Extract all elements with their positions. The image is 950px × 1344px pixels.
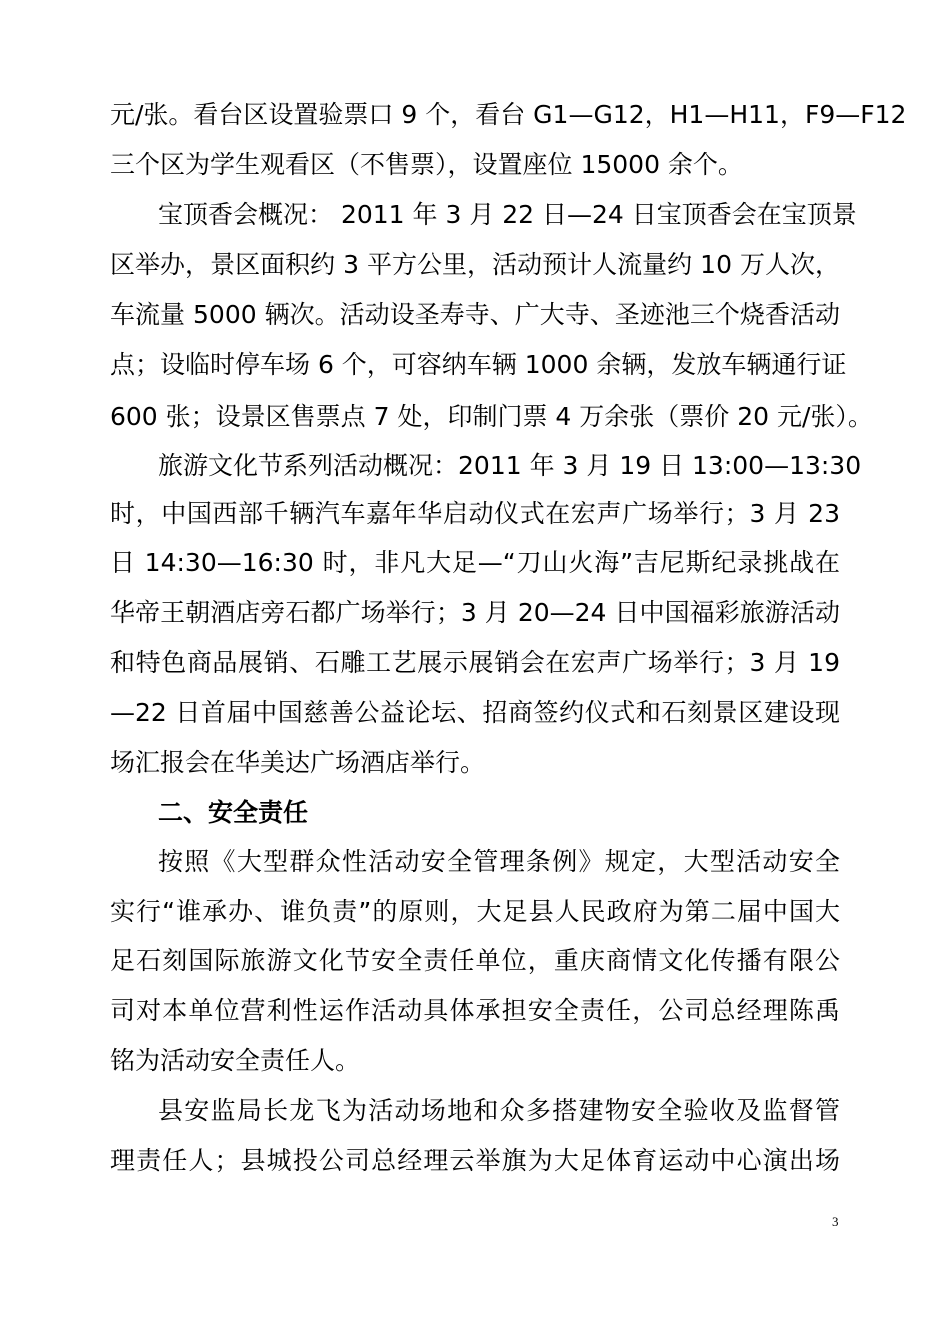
- paragraph-line: 按照《大型群众性活动安全管理条例》规定，大型活动安全: [158, 847, 840, 876]
- paragraph-line: 区举办，景区面积约 3 平方公里，活动预计人流量约 10 万人次，: [110, 250, 840, 279]
- section-heading: 二、安全责任: [158, 798, 309, 827]
- paragraph-line: 时，中国西部千辆汽车嘉年华启动仪式在宏声广场举行；3 月 23: [110, 499, 840, 528]
- paragraph-line: 元/张。看台区设置验票口 9 个，看台 G1—G12，H1—H11，F9—F12: [110, 100, 907, 129]
- paragraph-line: 理责任人；县城投公司总经理云举旗为大足体育运动中心演出场: [110, 1146, 840, 1175]
- paragraph-line: 600 张；设景区售票点 7 处，印制门票 4 万余张（票价 20 元/张）。: [110, 402, 873, 431]
- paragraph-line: —22 日首届中国慈善公益论坛、招商签约仪式和石刻景区建设现: [110, 698, 840, 727]
- paragraph-line: 县安监局长龙飞为活动场地和众多搭建物安全验收及监督管: [158, 1096, 840, 1125]
- paragraph-line: 点；设临时停车场 6 个，可容纳车辆 1000 余辆，发放车辆通行证: [110, 350, 847, 379]
- paragraph-line: 三个区为学生观看区（不售票），设置座位 15000 余个。: [110, 150, 743, 179]
- paragraph-line: 足石刻国际旅游文化节安全责任单位，重庆商情文化传播有限公: [110, 946, 840, 975]
- paragraph-line: 司对本单位营利性运作活动具体承担安全责任，公司总经理陈禹: [110, 996, 840, 1025]
- paragraph-line: 日 14:30—16:30 时，非凡大足—“刀山火海”吉尼斯纪录挑战在: [110, 548, 840, 577]
- paragraph-line: 宝顶香会概况： 2011 年 3 月 22 日—24 日宝顶香会在宝顶景: [158, 200, 857, 229]
- paragraph-line: 车流量 5000 辆次。活动设圣寿寺、广大寺、圣迹池三个烧香活动: [110, 300, 840, 329]
- paragraph-line: 旅游文化节系列活动概况：2011 年 3 月 19 日 13:00—13:30: [158, 451, 862, 480]
- page-number: 3: [832, 1214, 839, 1229]
- paragraph-line: 和特色商品展销、石雕工艺展示展销会在宏声广场举行；3 月 19: [110, 648, 840, 677]
- paragraph-line: 华帝王朝酒店旁石都广场举行；3 月 20—24 日中国福彩旅游活动: [110, 598, 840, 627]
- paragraph-line: 实行“谁承办、谁负责”的原则，大足县人民政府为第二届中国大: [110, 897, 840, 926]
- paragraph-line: 场汇报会在华美达广场酒店举行。: [110, 748, 486, 777]
- paragraph-line: 铭为活动安全责任人。: [110, 1046, 361, 1075]
